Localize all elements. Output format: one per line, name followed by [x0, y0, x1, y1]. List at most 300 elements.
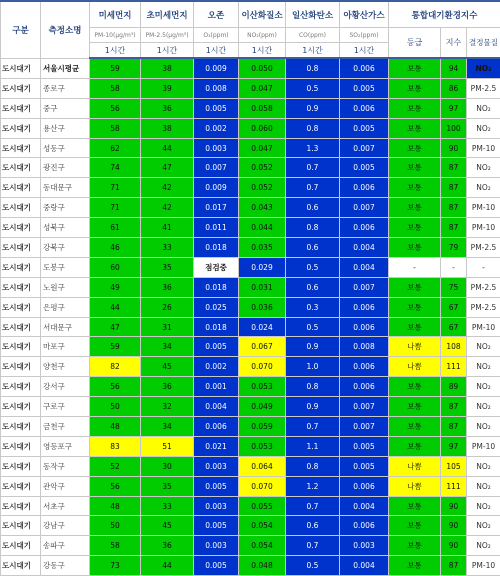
cell-index: 90 [441, 536, 467, 556]
cell-grade: 보통 [389, 317, 441, 337]
hour-pm25: 1시간 [141, 43, 194, 59]
cell-no2: 0.047 [239, 78, 286, 98]
table-row [1, 277, 500, 297]
hour-o3: 1시간 [194, 43, 239, 59]
table-row [1, 337, 500, 357]
row-kind: 도시대기 [1, 178, 41, 198]
cell-index: 67 [441, 317, 467, 337]
row-station: 종로구 [41, 78, 90, 98]
cell-pm10: 60 [90, 257, 141, 277]
cell-co: 0.3 [286, 297, 340, 317]
cell-grade: 보통 [389, 98, 441, 118]
header-cai: 통합대기환경지수 [389, 1, 500, 28]
row-station: 관악구 [41, 476, 90, 496]
cell-co: 0.9 [286, 98, 340, 118]
row-station: 광진구 [41, 158, 90, 178]
row-station: 성북구 [41, 218, 90, 238]
row-kind: 도시대기 [1, 158, 41, 178]
row-kind: 도시대기 [1, 218, 41, 238]
table-row [1, 536, 500, 556]
cell-pm10: 52 [90, 456, 141, 476]
cell-pm10: 50 [90, 397, 141, 417]
cell-index: 87 [441, 218, 467, 238]
cell-so2: 0.006 [340, 98, 389, 118]
cell-grade: 보통 [389, 417, 441, 437]
header-index: 지수 [441, 28, 467, 59]
cell-so2: 0.006 [340, 516, 389, 536]
cell-grade: 나쁨 [389, 337, 441, 357]
cell-pm10: 56 [90, 476, 141, 496]
cell-o3: 0.018 [194, 317, 239, 337]
cell-o3: 0.005 [194, 516, 239, 536]
cell-pm25: 36 [141, 98, 194, 118]
cell-so2: 0.007 [340, 198, 389, 218]
cell-grade: 보통 [389, 377, 441, 397]
cell-pm25: 30 [141, 456, 194, 476]
row-station: 서울시평균 [41, 58, 90, 78]
cell-index: 67 [441, 297, 467, 317]
cell-pm25: 33 [141, 496, 194, 516]
cell-co: 0.7 [286, 417, 340, 437]
cell-grade: 보통 [389, 158, 441, 178]
row-kind: 도시대기 [1, 297, 41, 317]
row-station: 중랑구 [41, 198, 90, 218]
cell-no2: 0.031 [239, 277, 286, 297]
row-station: 은평구 [41, 297, 90, 317]
header-so2: 아황산가스 [340, 1, 389, 28]
table-row [1, 496, 500, 516]
row-kind: 도시대기 [1, 198, 41, 218]
row-kind: 도시대기 [1, 377, 41, 397]
cell-so2: 0.006 [340, 317, 389, 337]
table-row [1, 456, 500, 476]
cell-dominant: NO₂ [467, 496, 500, 516]
row-kind: 도시대기 [1, 257, 41, 277]
unit-pm25: PM-2.5(μg/m³) [141, 28, 194, 43]
unit-pm10: PM-10(μg/m³) [90, 28, 141, 43]
cell-index: 108 [441, 337, 467, 357]
table-row [1, 417, 500, 437]
cell-pm10: 50 [90, 516, 141, 536]
cell-no2: 0.048 [239, 556, 286, 576]
cell-co: 0.5 [286, 317, 340, 337]
cell-so2: 0.006 [340, 377, 389, 397]
cell-so2: 0.006 [340, 178, 389, 198]
row-kind: 도시대기 [1, 536, 41, 556]
cell-pm10: 62 [90, 138, 141, 158]
row-station: 구로구 [41, 397, 90, 417]
row-kind: 도시대기 [1, 238, 41, 258]
cell-grade: 보통 [389, 138, 441, 158]
table-row [1, 297, 500, 317]
cell-pm25: 35 [141, 257, 194, 277]
cell-grade: 보통 [389, 178, 441, 198]
cell-so2: 0.006 [340, 297, 389, 317]
cell-pm10: 47 [90, 317, 141, 337]
cell-index: 111 [441, 476, 467, 496]
table-row [1, 158, 500, 178]
cell-index: 79 [441, 238, 467, 258]
cell-grade: - [389, 257, 441, 277]
cell-pm10: 46 [90, 238, 141, 258]
cell-no2: 0.070 [239, 357, 286, 377]
cell-o3: 0.009 [194, 178, 239, 198]
cell-index: 90 [441, 138, 467, 158]
row-station: 서대문구 [41, 317, 90, 337]
row-kind: 도시대기 [1, 78, 41, 98]
row-station: 동작구 [41, 456, 90, 476]
cell-no2: 0.054 [239, 536, 286, 556]
cell-pm10: 56 [90, 377, 141, 397]
cell-so2: 0.005 [340, 118, 389, 138]
cell-pm25: 42 [141, 198, 194, 218]
table-row [1, 377, 500, 397]
row-station: 강동구 [41, 556, 90, 576]
cell-pm25: 45 [141, 516, 194, 536]
cell-no2: 0.049 [239, 397, 286, 417]
cell-pm10: 59 [90, 337, 141, 357]
cell-pm10: 56 [90, 98, 141, 118]
cell-index: 94 [441, 58, 467, 78]
cell-grade: 나쁨 [389, 456, 441, 476]
cell-grade: 나쁨 [389, 476, 441, 496]
cell-co: 0.8 [286, 377, 340, 397]
cell-o3: 0.003 [194, 496, 239, 516]
cell-so2: 0.006 [340, 58, 389, 78]
table-row [1, 556, 500, 576]
table-row [1, 178, 500, 198]
cell-grade: 보통 [389, 556, 441, 576]
cell-no2: 0.070 [239, 476, 286, 496]
cell-so2: 0.004 [340, 556, 389, 576]
cell-no2: 0.043 [239, 198, 286, 218]
table-row [1, 138, 500, 158]
cell-pm25: 39 [141, 78, 194, 98]
cell-pm10: 48 [90, 417, 141, 437]
header-row-1 [1, 1, 500, 28]
cell-co: 0.7 [286, 536, 340, 556]
cell-index: 87 [441, 198, 467, 218]
cell-grade: 보통 [389, 496, 441, 516]
cell-no2: 0.058 [239, 98, 286, 118]
table-row [1, 317, 500, 337]
cell-no2: 0.055 [239, 496, 286, 516]
cell-co: 0.6 [286, 277, 340, 297]
row-station: 강북구 [41, 238, 90, 258]
row-station: 성동구 [41, 138, 90, 158]
cell-index: 90 [441, 496, 467, 516]
cell-o3: 0.017 [194, 198, 239, 218]
cell-no2: 0.024 [239, 317, 286, 337]
cell-o3: 0.001 [194, 377, 239, 397]
row-station: 용산구 [41, 118, 90, 138]
cell-o3: 0.005 [194, 556, 239, 576]
cell-no2: 0.052 [239, 178, 286, 198]
cell-pm25: 34 [141, 417, 194, 437]
table-row [1, 397, 500, 417]
header-dominant: 결정물질 [467, 28, 500, 59]
cell-pm25: 31 [141, 317, 194, 337]
cell-co: 1.3 [286, 138, 340, 158]
cell-o3: 0.003 [194, 536, 239, 556]
cell-co: 1.1 [286, 436, 340, 456]
unit-o3: O₃(ppm) [194, 28, 239, 43]
cell-pm25: 42 [141, 178, 194, 198]
cell-pm10: 74 [90, 158, 141, 178]
cell-no2: 0.059 [239, 417, 286, 437]
header-grade: 등급 [389, 28, 441, 59]
cell-so2: 0.007 [340, 397, 389, 417]
cell-co: 0.6 [286, 516, 340, 536]
cell-grade: 보통 [389, 397, 441, 417]
table-row [1, 257, 500, 277]
row-station: 양천구 [41, 357, 90, 377]
row-station: 동대문구 [41, 178, 90, 198]
cell-index: 97 [441, 98, 467, 118]
cell-pm10: 48 [90, 496, 141, 516]
cell-grade: 보통 [389, 118, 441, 138]
cell-so2: 0.007 [340, 277, 389, 297]
cell-co: 0.5 [286, 556, 340, 576]
hour-co: 1시간 [286, 43, 340, 59]
row-kind: 도시대기 [1, 436, 41, 456]
row-kind: 도시대기 [1, 476, 41, 496]
cell-index: 87 [441, 417, 467, 437]
cell-so2: 0.005 [340, 456, 389, 476]
table-row [1, 436, 500, 456]
cell-o3: 0.011 [194, 218, 239, 238]
cell-grade: 보통 [389, 297, 441, 317]
header-no2: 이산화질소 [239, 1, 286, 28]
cell-o3: 점검중 [194, 257, 239, 277]
cell-co: 0.9 [286, 397, 340, 417]
cell-o3: 0.003 [194, 138, 239, 158]
row-kind: 도시대기 [1, 277, 41, 297]
cell-pm10: 73 [90, 556, 141, 576]
cell-no2: 0.036 [239, 297, 286, 317]
unit-no2: NO₂(ppm) [239, 28, 286, 43]
cell-co: 0.5 [286, 78, 340, 98]
cell-grade: 보통 [389, 436, 441, 456]
table-row [1, 476, 500, 496]
cell-index: 100 [441, 118, 467, 138]
cell-pm10: 58 [90, 118, 141, 138]
cell-pm10: 61 [90, 218, 141, 238]
row-kind: 도시대기 [1, 317, 41, 337]
row-kind: 도시대기 [1, 357, 41, 377]
cell-pm25: 38 [141, 118, 194, 138]
cell-o3: 0.002 [194, 357, 239, 377]
cell-o3: 0.009 [194, 58, 239, 78]
cell-pm25: 35 [141, 476, 194, 496]
hour-pm10: 1시간 [90, 43, 141, 59]
cell-pm10: 82 [90, 357, 141, 377]
header-o3: 오존 [194, 1, 239, 28]
cell-o3: 0.004 [194, 397, 239, 417]
cell-co: 0.9 [286, 337, 340, 357]
cell-index: 89 [441, 377, 467, 397]
cell-grade: 보통 [389, 277, 441, 297]
table-row [1, 198, 500, 218]
cell-index: 105 [441, 456, 467, 476]
cell-pm10: 59 [90, 58, 141, 78]
cell-so2: 0.005 [340, 158, 389, 178]
header-station: 측정소명 [41, 1, 90, 58]
cell-index: 87 [441, 556, 467, 576]
row-kind: 도시대기 [1, 556, 41, 576]
row-station: 영등포구 [41, 436, 90, 456]
row-kind: 도시대기 [1, 456, 41, 476]
cell-co: 1.0 [286, 357, 340, 377]
cell-dominant: PM-2.5 [467, 238, 500, 258]
row-kind: 도시대기 [1, 337, 41, 357]
row-station: 금천구 [41, 417, 90, 437]
cell-index: 90 [441, 516, 467, 536]
cell-index: 87 [441, 397, 467, 417]
cell-dominant: PM-2.5 [467, 277, 500, 297]
cell-index: 111 [441, 357, 467, 377]
cell-pm25: 38 [141, 58, 194, 78]
cell-no2: 0.067 [239, 337, 286, 357]
cell-dominant: NO₂ [467, 397, 500, 417]
cell-co: 0.7 [286, 496, 340, 516]
hour-no2: 1시간 [239, 43, 286, 59]
cell-so2: 0.007 [340, 417, 389, 437]
cell-pm10: 58 [90, 78, 141, 98]
cell-dominant: NO₂ [467, 98, 500, 118]
cell-index: - [441, 257, 467, 277]
header-kind: 구분 [1, 1, 41, 58]
cell-so2: 0.006 [340, 476, 389, 496]
unit-co: CO(ppm) [286, 28, 340, 43]
cell-dominant: NO₂ [467, 118, 500, 138]
table-row [1, 218, 500, 238]
cell-grade: 보통 [389, 218, 441, 238]
cell-dominant: NO₂ [467, 516, 500, 536]
cell-pm10: 49 [90, 277, 141, 297]
cell-grade: 보통 [389, 536, 441, 556]
cell-index: 87 [441, 158, 467, 178]
table-row [1, 58, 500, 78]
cell-dominant: NO₂ [467, 337, 500, 357]
cell-so2: 0.004 [340, 257, 389, 277]
row-kind: 도시대기 [1, 496, 41, 516]
table-row [1, 238, 500, 258]
cell-no2: 0.035 [239, 238, 286, 258]
cell-grade: 보통 [389, 198, 441, 218]
cell-dominant: NO₂ [467, 417, 500, 437]
cell-dominant: NO₂ [467, 456, 500, 476]
cell-no2: 0.047 [239, 138, 286, 158]
cell-pm25: 45 [141, 357, 194, 377]
cell-dominant: NO₂ [467, 58, 500, 78]
cell-pm10: 58 [90, 536, 141, 556]
cell-pm25: 51 [141, 436, 194, 456]
header-pm10: 미세먼지 [90, 1, 141, 28]
table-body [1, 58, 500, 576]
cell-pm25: 44 [141, 138, 194, 158]
row-kind: 도시대기 [1, 98, 41, 118]
cell-dominant: PM-10 [467, 198, 500, 218]
cell-no2: 0.054 [239, 516, 286, 536]
cell-so2: 0.008 [340, 337, 389, 357]
cell-o3: 0.018 [194, 238, 239, 258]
cell-co: 0.8 [286, 218, 340, 238]
cell-o3: 0.005 [194, 476, 239, 496]
cell-pm10: 83 [90, 436, 141, 456]
cell-co: 0.7 [286, 158, 340, 178]
cell-dominant: NO₂ [467, 158, 500, 178]
cell-so2: 0.004 [340, 496, 389, 516]
cell-pm25: 41 [141, 218, 194, 238]
cell-pm25: 36 [141, 377, 194, 397]
cell-so2: 0.004 [340, 238, 389, 258]
cell-co: 0.5 [286, 257, 340, 277]
cell-no2: 0.053 [239, 377, 286, 397]
cell-pm25: 34 [141, 337, 194, 357]
cell-co: 0.6 [286, 238, 340, 258]
cell-no2: 0.060 [239, 118, 286, 138]
cell-index: 86 [441, 78, 467, 98]
cell-dominant: PM-10 [467, 218, 500, 238]
cell-dominant: NO₂ [467, 377, 500, 397]
cell-o3: 0.005 [194, 98, 239, 118]
cell-co: 0.7 [286, 178, 340, 198]
table-row [1, 357, 500, 377]
header-pm25: 초미세먼지 [141, 1, 194, 28]
cell-dominant: - [467, 257, 500, 277]
cell-co: 1.2 [286, 476, 340, 496]
cell-o3: 0.002 [194, 118, 239, 138]
cell-dominant: NO₂ [467, 178, 500, 198]
cell-dominant: NO₂ [467, 476, 500, 496]
cell-pm25: 26 [141, 297, 194, 317]
cell-grade: 나쁨 [389, 357, 441, 377]
cell-pm25: 36 [141, 277, 194, 297]
cell-pm25: 32 [141, 397, 194, 417]
row-station: 중구 [41, 98, 90, 118]
cell-dominant: PM-10 [467, 556, 500, 576]
table-row [1, 98, 500, 118]
cell-grade: 보통 [389, 58, 441, 78]
cell-no2: 0.053 [239, 436, 286, 456]
cell-dominant: PM-2.5 [467, 78, 500, 98]
cell-so2: 0.003 [340, 536, 389, 556]
cell-o3: 0.007 [194, 158, 239, 178]
cell-dominant: NO₂ [467, 357, 500, 377]
row-station: 마포구 [41, 337, 90, 357]
row-station: 서초구 [41, 496, 90, 516]
cell-so2: 0.005 [340, 78, 389, 98]
cell-pm10: 71 [90, 178, 141, 198]
cell-grade: 보통 [389, 78, 441, 98]
row-kind: 도시대기 [1, 138, 41, 158]
cell-pm10: 71 [90, 198, 141, 218]
cell-o3: 0.003 [194, 456, 239, 476]
cell-pm25: 36 [141, 536, 194, 556]
cell-dominant: PM-10 [467, 317, 500, 337]
cell-pm25: 47 [141, 158, 194, 178]
cell-o3: 0.008 [194, 78, 239, 98]
cell-o3: 0.006 [194, 417, 239, 437]
table-row [1, 78, 500, 98]
cell-index: 97 [441, 436, 467, 456]
cell-index: 87 [441, 178, 467, 198]
cell-co: 0.8 [286, 456, 340, 476]
cell-pm25: 33 [141, 238, 194, 258]
cell-co: 0.8 [286, 118, 340, 138]
cell-so2: 0.007 [340, 138, 389, 158]
